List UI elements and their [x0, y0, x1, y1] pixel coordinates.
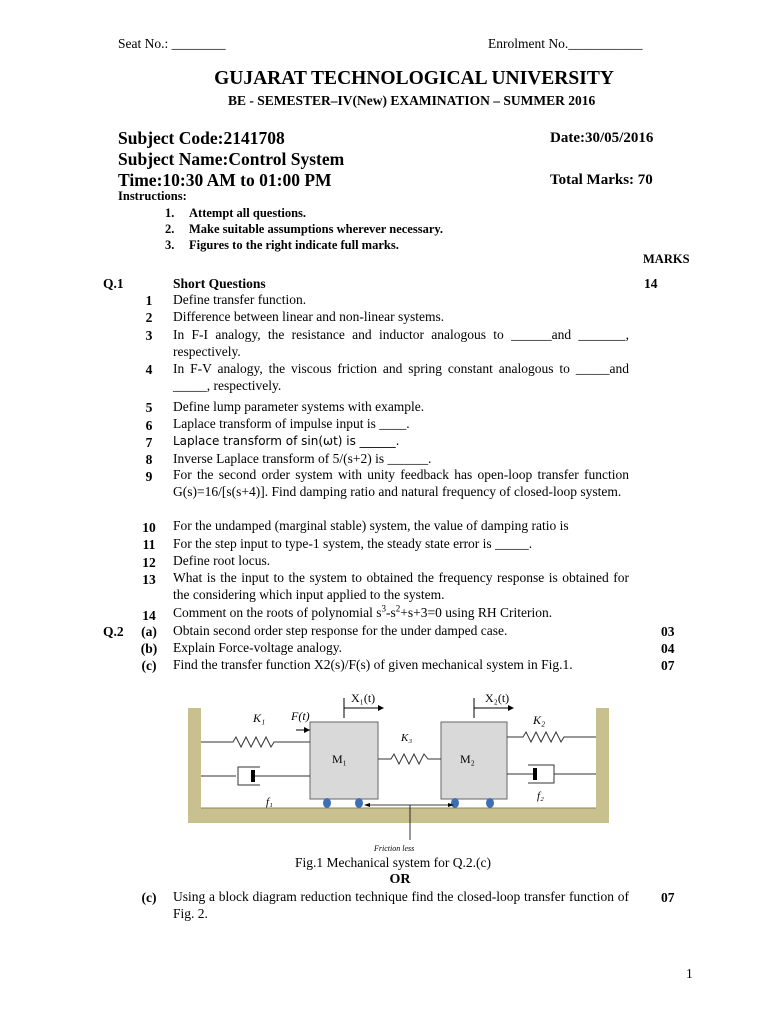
spring-k1: [201, 737, 310, 747]
q1-item-number: 12: [142, 555, 156, 570]
enrolment-number: Enrolment No.___________: [488, 36, 643, 51]
q1-item-number: 1: [145, 293, 153, 308]
seat-number: Seat No.: ________: [118, 36, 226, 51]
x1-arrow-head: [378, 705, 384, 711]
wheel: [486, 798, 494, 808]
instruction-item: 1. Attempt all questions.: [165, 206, 307, 220]
q2-item-marks: 04: [661, 641, 675, 656]
q1-item-text: Comment on the roots of polynomial $s^3-s^2+s+3=0$ using RH Criterion.: [173, 603, 553, 620]
left-wall: [188, 708, 201, 823]
k2-label: K₂: [533, 713, 546, 727]
q2-item-text: Using a block diagram reduction technique find the closed-loop transfer function of Fig. 2.: [173, 889, 629, 921]
q2-item-marks: 07: [661, 658, 675, 673]
q1-item-number: 3: [145, 328, 153, 343]
m2-label: M₂: [460, 752, 475, 766]
q1-item-text: Difference between linear and non-linear systems.: [173, 309, 445, 324]
instructions-title: Instructions:: [118, 189, 187, 203]
q1-item-text: Inverse Laplace transform of 5/(s+2) is ______.: [173, 451, 432, 466]
q1-label: Q.1: [103, 276, 124, 291]
q2-sub-label: (c): [141, 890, 157, 905]
q1-item-text: What is the input to the system to obtained the frequency response is obtained for the considering which input applied to the system.: [173, 570, 629, 602]
q1-item-number: 9: [145, 469, 153, 484]
k3-label: K₃: [401, 732, 413, 744]
q1-item-text: Laplace transform of impulse input is ____.: [173, 416, 410, 431]
arrow-head: [364, 803, 370, 807]
x2-label: X₂(t): [485, 691, 510, 705]
figure-caption: Fig.1 Mechanical system for Q.2.(c): [294, 855, 492, 870]
spring-k3: [378, 754, 441, 764]
damper-f2: [507, 765, 596, 783]
force-label: F(t): [291, 709, 310, 723]
spring-k2: [507, 732, 596, 742]
page-number: 1: [686, 966, 693, 981]
exam-title: BE - SEMESTER–IV(New) EXAMINATION – SUMMER 2016: [228, 93, 596, 108]
q1-item-number: 5: [145, 400, 153, 415]
q1-item-text: For the second order system with unity feedback has open-loop transfer function G(s)=16/[s(s+4)]. Find damping ratio and natural frequency of closed-loop system.: [173, 467, 629, 499]
force-arrow-head: [304, 727, 310, 733]
f2-label: f₂: [537, 790, 544, 802]
damper-f1: [201, 767, 310, 785]
right-wall: [596, 708, 609, 823]
q1-item-number: 6: [145, 418, 153, 433]
q2-item-marks: 03: [661, 624, 675, 639]
q1-item-number: 10: [142, 520, 156, 535]
frictionless-label: Friction less: [374, 844, 415, 853]
wheel: [451, 798, 459, 808]
or-separator: OR: [389, 872, 411, 887]
exam-time: Time:10:30 AM to 01:00 PM: [118, 170, 332, 190]
wheel: [355, 798, 363, 808]
x2-arrow-head: [508, 705, 514, 711]
q2-item-text: Obtain second order step response for the under damped case.: [173, 623, 508, 638]
q1-item-number: 14: [142, 608, 156, 623]
m1-label: M₁: [332, 752, 347, 766]
q1-item-number: 7: [145, 435, 153, 450]
k1-label: K₁: [253, 711, 266, 725]
q1-item-text: Define root locus.: [173, 553, 271, 568]
q2-item-marks: 07: [661, 890, 675, 905]
instruction-item: 2. Make suitable assumptions wherever necessary.: [165, 222, 444, 236]
floor: [188, 808, 609, 823]
marks-header: MARKS: [643, 252, 690, 266]
q1-item-text: Laplace transform of sin(ωt) is ______.: [173, 434, 400, 448]
q2-label: Q.2: [103, 624, 124, 639]
q1-marks: 14: [644, 276, 658, 291]
q1-item-number: 2: [145, 310, 153, 325]
exam-date: Date:30/05/2016: [550, 130, 654, 146]
q1-item-number: 4: [145, 362, 153, 377]
q2-sub-label: (b): [140, 641, 158, 656]
subject-code: Subject Code:2141708: [118, 128, 285, 148]
q1-item-text: Define transfer function.: [173, 292, 307, 307]
subject-name: Subject Name:Control System: [118, 149, 345, 169]
q1-title: Short Questions: [173, 276, 266, 291]
q1-item-number: 11: [142, 537, 156, 552]
q1-item-number: 13: [142, 572, 156, 587]
university-title: GUJARAT TECHNOLOGICAL UNIVERSITY: [214, 68, 614, 89]
wheel: [323, 798, 331, 808]
q1-item-text: In F-V analogy, the viscous friction and spring constant analogous to _____and _____, respectively.: [173, 361, 629, 393]
f1-label: f₁: [266, 796, 273, 808]
instructions-list: [165, 205, 443, 253]
x1-label: X₁(t): [351, 691, 376, 705]
q1-item-text: Define lump parameter systems with example.: [173, 399, 425, 414]
mechanical-system-figure: [188, 690, 613, 856]
q2-item-text: Find the transfer function X2(s)/F(s) of given mechanical system in Fig.1.: [173, 657, 573, 672]
q2-sub-label: (c): [141, 658, 157, 673]
total-marks: Total Marks: 70: [550, 172, 653, 188]
q1-item-number: 8: [145, 452, 153, 467]
q1-item-text: For the undamped (marginal stable) system, the value of damping ratio is: [173, 518, 569, 533]
q2-item-text: Explain Force-voltage analogy.: [173, 640, 342, 655]
instruction-item: 3. Figures to the right indicate full marks.: [165, 238, 399, 252]
q1-item-text: For the step input to type-1 system, the steady state error is _____.: [173, 536, 533, 551]
q2-sub-label: (a): [141, 624, 157, 639]
q1-item-text: In F-I analogy, the resistance and inductor analogous to ______and _______, respectively.: [173, 327, 629, 359]
